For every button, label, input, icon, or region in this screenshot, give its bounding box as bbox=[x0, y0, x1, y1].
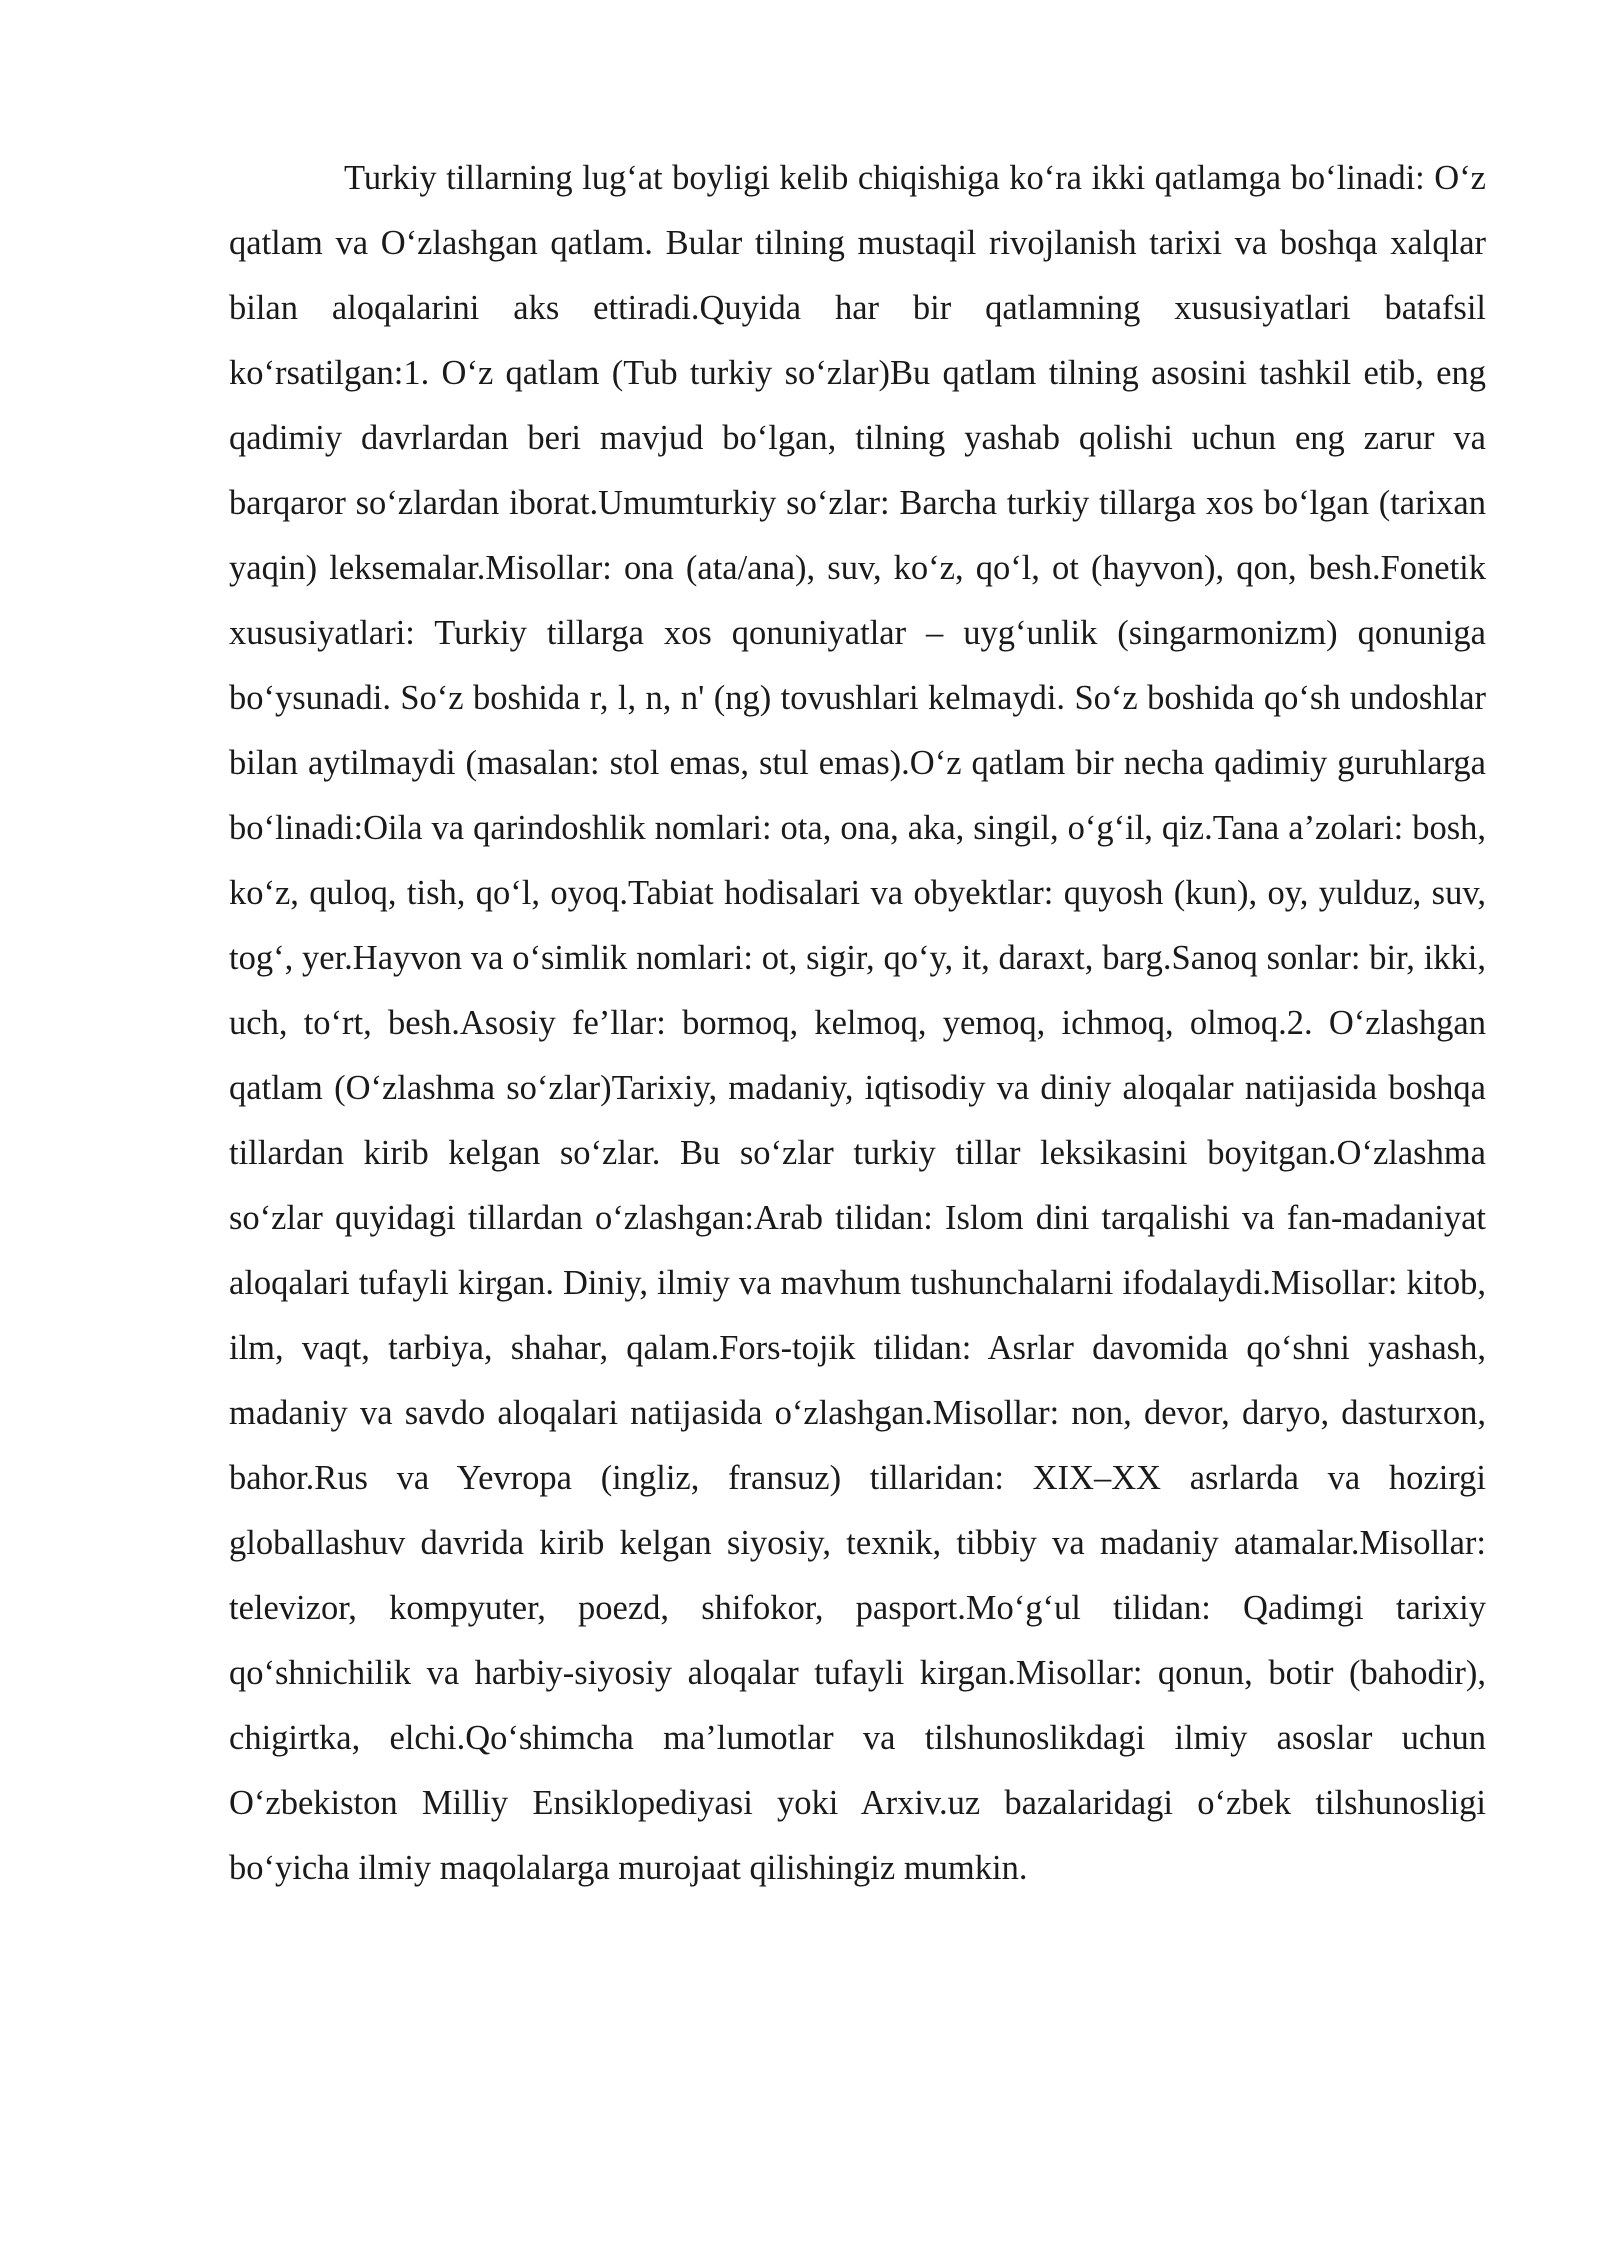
body-paragraph: Turkiy tillarning lug‘at boyligi kelib chiqishiga ko‘ra ikki qatlamga bo‘linadi: O‘z qatlam va O‘zlashgan qatlam. Bular tilning mustaqil rivojlanish tarixi va boshqa xalqlar bilan aloqalarini aks ettiradi.Quyida har bir qatlamning xususiyatlari batafsil ko‘rsatilgan:1. O‘z qatlam (Tub turkiy so‘zlar)Bu qatlam tilning asosini tashkil etib, eng qadimiy davrlardan beri mavjud bo‘lgan, tilning yashab qolishi uchun eng zarur va barqaror so‘zlardan iborat.Umumturkiy so‘zlar: Barcha turkiy tillarga xos bo‘lgan (tarixan yaqin) leksemalar.Misollar: ona (ata/ana), suv, ko‘z, qo‘l, ot (hayvon), qon, besh.Fonetik xususiyatlari: Turkiy tillarga xos qonuniyatlar – uyg‘unlik (singarmonizm) qonuniga bo‘ysunadi. So‘z boshida r, l, n, n' (ng) tovushlari kelmaydi. So‘z boshida qo‘sh undoshlar bilan aytilmaydi (masalan: stol emas, stul emas).O‘z qatlam bir necha qadimiy guruhlarga bo‘linadi:Oila va qarindoshlik nomlari: ota, ona, aka, singil, o‘g‘il, qiz.Tana a’zolari: bosh, ko‘z, quloq, tish, qo‘l, oyoq.Tabiat hodisalari va obyektlar: quyosh (kun), oy, yulduz, suv, tog‘, yer.Hayvon va o‘simlik nomlari: ot, sigir, qo‘y, it, daraxt, barg.Sanoq sonlar: bir, ikki, uch, to‘rt, besh.Asosiy fe’llar: bormoq, kelmoq, yemoq, ichmoq, olmoq.2. O‘zlashgan qatlam (O‘zlashma so‘zlar)Tarixiy, madaniy, iqtisodiy va diniy aloqalar natijasida boshqa tillardan kirib kelgan so‘zlar. Bu so‘zlar turkiy tillar leksikasini boyitgan.O‘zlashma so‘zlar quyidagi tillardan o‘zlashgan:Arab tilidan: Islom dini tarqalishi va fan-madaniyat aloqalari tufayli kirgan. Diniy, ilmiy va mavhum tushunchalarni ifodalaydi.Misollar: kitob, ilm, vaqt, tarbiya, shahar, qalam.Fors-tojik tilidan: Asrlar davomida qo‘shni yashash, madaniy va savdo aloqalari natijasida o‘zlashgan.Misollar: non, devor, daryo, dasturxon, bahor.Rus va Yevropa (ingliz, fransuz) tillaridan: XIX–XX asrlarda va hozirgi globallashuv davrida kirib kelgan siyosiy, texnik, tibbiy va madaniy atamalar.Misollar: televizor, kompyuter, poezd, shifokor, pasport.Mo‘g‘ul tilidan: Qadimgi tarixiy qo‘shnichilik va harbiy-siyosiy aloqalar tufayli kirgan.Misollar: qonun, botir (bahodir), chigirtka, elchi.Qo‘shimcha ma’lumotlar va tilshunoslikdagi ilmiy asoslar uchun O‘zbekiston Milliy Ensiklopediyasi yoki Arxiv.uz bazalaridagi o‘zbek tilshunosligi bo‘yicha ilmiy maqolalarga murojaat qilishingiz mumkin. bbox=[229, 159, 1486, 1887]
